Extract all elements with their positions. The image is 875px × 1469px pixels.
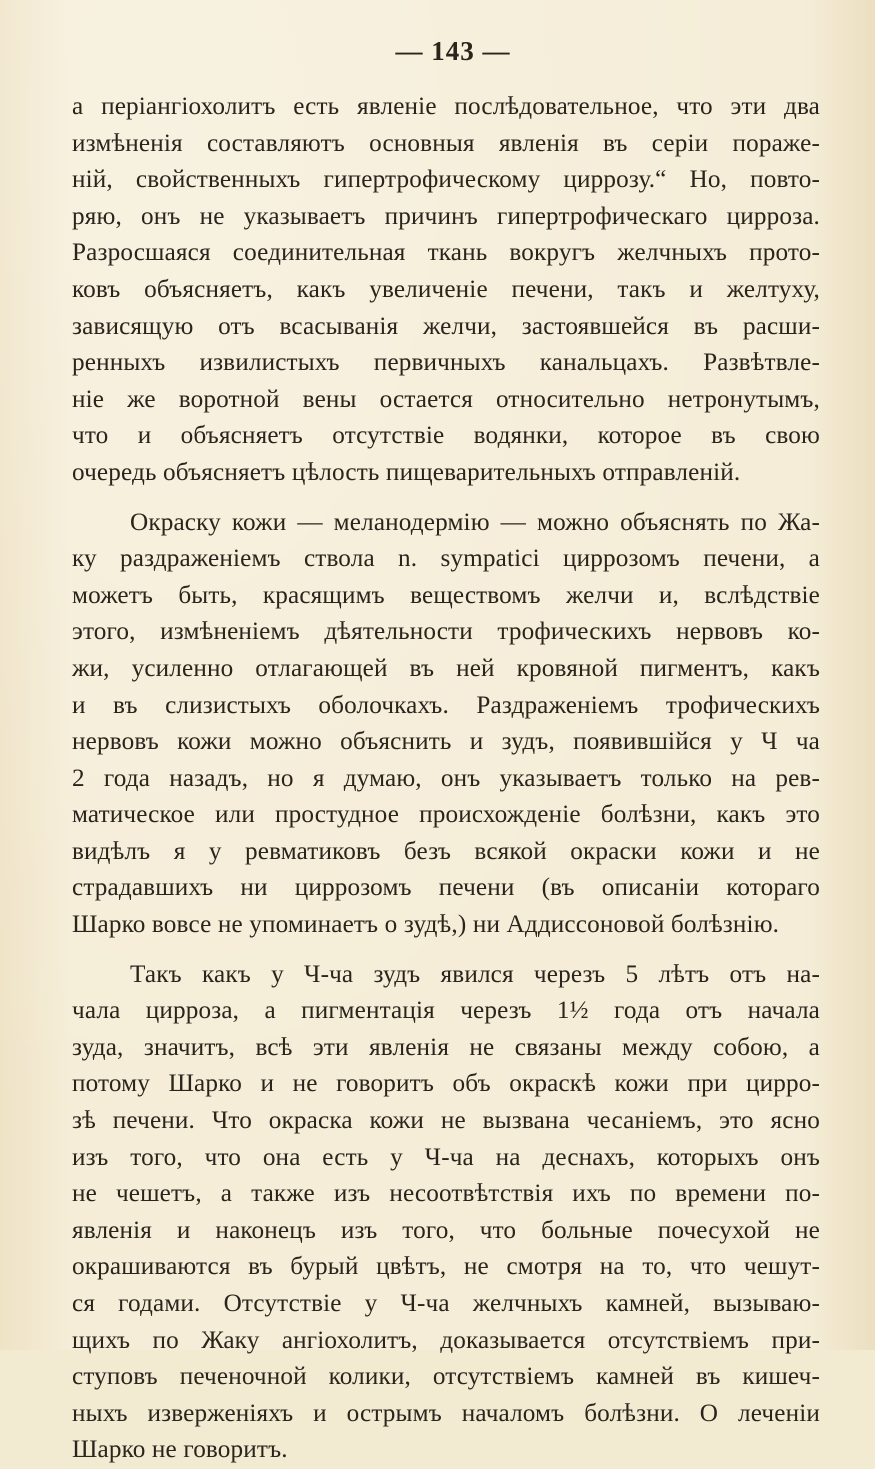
text-line: ныхъ изверженіяхъ и острымъ началомъ болѣзни. О леченіи	[72, 1399, 820, 1427]
text-line: щихъ по Жаку ангіохолитъ, доказывается отсутствіемъ при-	[72, 1326, 820, 1354]
page-number: — 143 —	[395, 36, 511, 66]
text-line: нервовъ кожи можно объяснить и зудъ, появившійся у Ч ча	[72, 728, 820, 756]
text-line: ній, свойственныхъ гипертрофическому циррозу.“ Но, повто-	[72, 166, 820, 194]
text-line: этого, измѣненіемъ дѣятельности трофическихъ нервовъ ко-	[72, 618, 820, 646]
text-line: Разросшаяся соединительная ткань вокругъ желчныхъ прото-	[72, 239, 820, 267]
text-line: 2 года назадъ, но я думаю, онъ указываетъ только на рев-	[72, 764, 820, 792]
text-line: Шарко вовсе не упоминаетъ о зудѣ,) ни Аддиссоновой болѣзнію.	[72, 911, 780, 939]
text-line: изъ того, что она есть у Ч-ча на деснахъ, которыхъ онъ	[72, 1143, 820, 1171]
paragraph-2	[72, 505, 820, 944]
text-line: что и объясняетъ отсутствіе водянки, которое въ свою	[72, 422, 820, 450]
text-line: не чешетъ, а также изъ несоотвѣтствія ихъ по времени по-	[72, 1180, 820, 1208]
text-line: измѣненія составляютъ основныя явленія въ серіи пораже-	[72, 129, 820, 157]
text-line: зависящую отъ всасыванія желчи, застоявшейся въ расши-	[72, 312, 820, 340]
text-line: жи, усиленно отлагающей въ ней кровяной пигментъ, какъ	[72, 654, 820, 682]
text-line: страдавшихъ ни циррозомъ печени (въ описаніи котораго	[72, 874, 820, 902]
text-line: Шарко не говоритъ.	[72, 1436, 288, 1464]
paragraph-1	[72, 89, 820, 492]
text-line: видѣлъ я у ревматиковъ безъ всякой окраски кожи и не	[72, 837, 820, 865]
text-line: ніе же воротной вены остается относительно нетронутымъ,	[72, 385, 820, 413]
text-line: а періангіохолитъ есть явленіе послѣдовательное, что эти два	[72, 93, 820, 120]
text-line: чала цирроза, а пигментація черезъ 1½ года отъ начала	[72, 997, 820, 1025]
text-line: ступовъ печеночной колики, отсутствіемъ камней въ кишеч-	[72, 1363, 820, 1391]
text-line: окрашиваются въ бурый цвѣтъ, не смотря на то, что чешут-	[72, 1253, 820, 1281]
text-line: ковъ объясняетъ, какъ увеличеніе печени, такъ и желтуху,	[72, 275, 820, 303]
text-line: матическое или простудное происхожденіе болѣзни, какъ это	[72, 801, 820, 829]
text-line: явленія и наконецъ изъ того, что больные почесухой не	[72, 1216, 820, 1244]
text-line: очередь объясняетъ цѣлость пищеварительныхъ отправленій.	[72, 458, 741, 486]
text-line: зуда, значитъ, всѣ эти явленія не связаны между собою, а	[72, 1033, 820, 1061]
text-line: можетъ быть, красящимъ веществомъ желчи и, вслѣдствіе	[72, 581, 820, 609]
text-line: потому Шарко и не говоритъ объ окраскѣ кожи при цирро-	[72, 1070, 820, 1098]
text-line: ся годами. Отсутствіе у Ч-ча желчныхъ камней, вызываю-	[72, 1290, 820, 1317]
text-line: Окраску кожи — меланодермію — можно объяснять по Жа-	[130, 508, 820, 536]
text-line: ку раздраженіемъ ствола n. sympatici циррозомъ печени, а	[72, 545, 820, 573]
text-line: ренныхъ извилистыхъ первичныхъ канальцахъ. Развѣтвле-	[72, 349, 820, 377]
text-line: ряю, онъ не указываетъ причинъ гипертрофическаго цирроза.	[72, 202, 820, 230]
text-line: Такъ какъ у Ч-ча зудъ явился черезъ 5 лѣтъ отъ на-	[130, 960, 820, 988]
paragraph-3	[72, 957, 820, 1469]
text-line: и въ слизистыхъ оболочкахъ. Раздраженіемъ трофическихъ	[72, 691, 820, 719]
text-line: зѣ печени. Что окраска кожи не вызвана чесаніемъ, это ясно	[72, 1107, 820, 1135]
